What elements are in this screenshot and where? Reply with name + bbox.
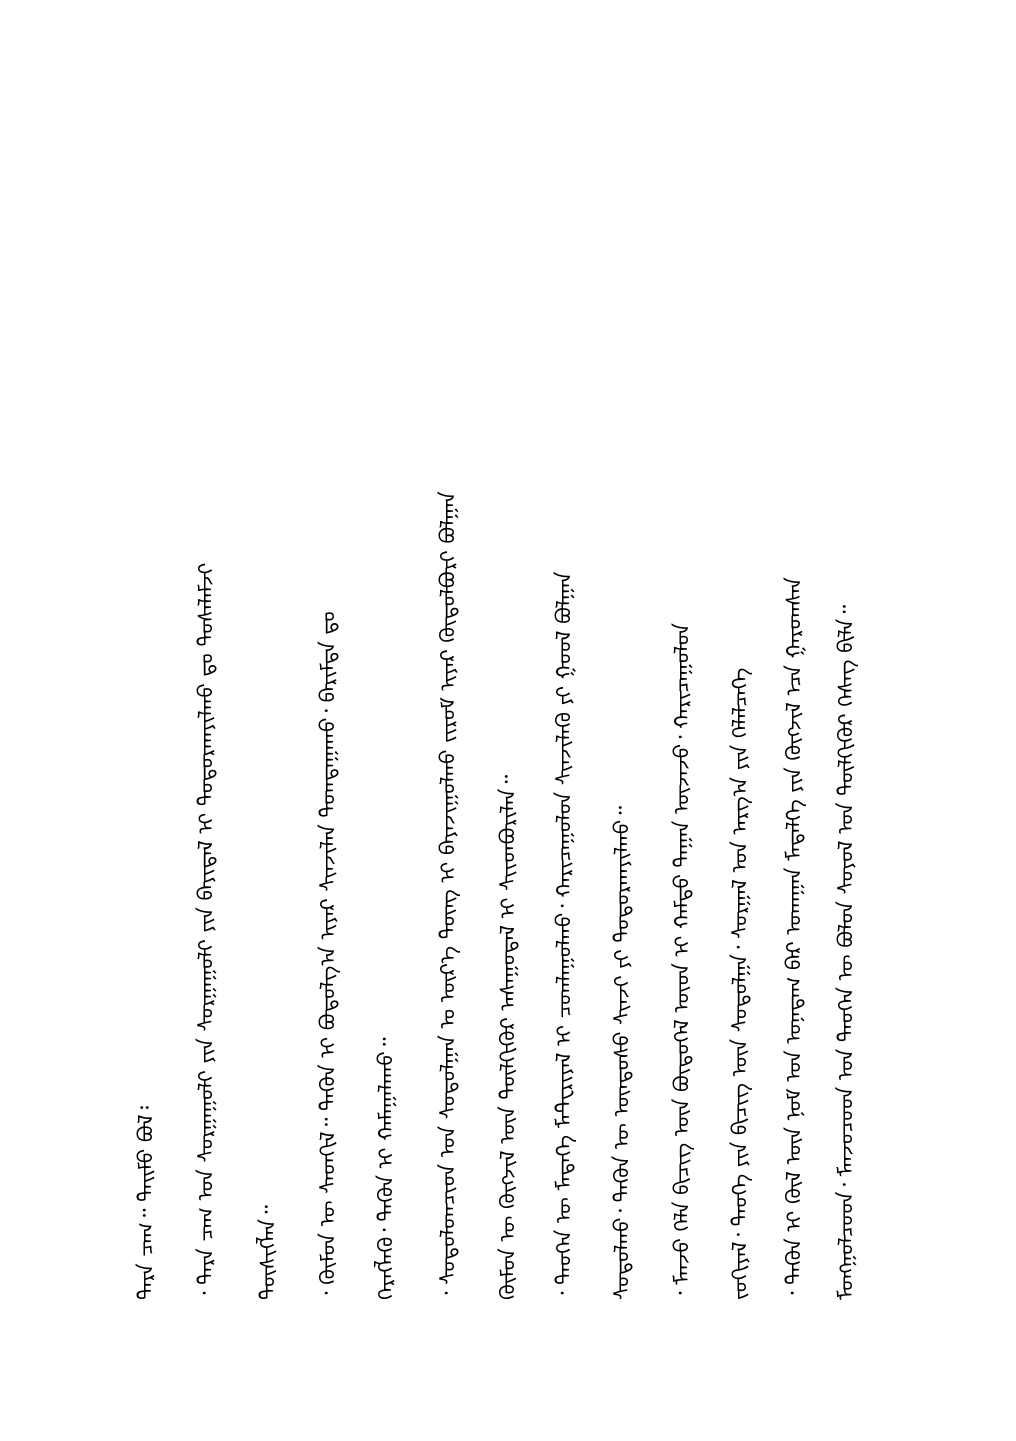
- text-line: ᠂ ᠮᠠᠨᠵᠤ ᠬᠡᠯᠡ ᠪᠢᠴᠢᠭ ᠦᠨ ᠪᠦᠲᠦᠭᠡᠯ ᠦᠳ ᠢ ᠬᠠᠮᠲᠤ ᠳᠠᠭᠠᠨ ᠦᠵᠡᠵᠦ᠂ ᠬᠠᠷᠢᠴᠠᠭᠤᠯᠤᠨ: [670, 623, 694, 1300]
- text-line: ᠬᠦᠮᠦᠨ ᠦ ᠬᠥᠭᠵᠢᠯ ᠦᠨ ᠲᠦᠯᠬᠢᠭᠦᠷ ᠠᠰᠠᠭᠤᠳᠠᠯ ᠢ ᠰᠢᠢᠳᠪᠦᠷᠢᠯᠡᠨ᠃: [496, 774, 520, 1300]
- text-line: ᠂ ᠲᠡᠭᠦᠨ ᠢ ᠬᠥᠯ ᠦᠨ ᠨᠣᠮ ᠣᠨ ᠤᠨᠠᠳᠠᠭ ᠪᠠᠷ ᠤᠬᠠᠭᠠᠨ ᠮᠡᠳᠡᠯᠭᠡ ᠶᠢᠨ ᠬᠥᠭᠵᠢᠯ ᠡᠴᠡ ᠭᠠᠷᠤᠭᠰᠠᠨ: [782, 577, 806, 1300]
- text-line: ᠂ ᠲᠡᠷᠡ ᠴᠠᠭ ᠤᠨ ᠰᠤᠷᠭᠠᠭᠤᠯᠢ ᠶᠢᠨ ᠰᠤᠷᠭᠠᠭᠤᠯᠢ ᠶᠢᠨ ᠪᠠᠶᠢᠳᠠᠯ ᠢ ᠲᠣᠳᠤᠷᠬᠠᠶᠢᠯᠬᠤ ᠳᠤ ᠳᠤᠰᠠᠯᠠᠮᠵᠢ: [194, 562, 218, 1300]
- text-line: ᠲᠦᠰᠢᠭᠯᠡᠨ᠃: [256, 1205, 280, 1300]
- text-line: ᠂ ᠰᠤᠳᠤᠯᠤᠭᠴᠢᠳ ᠤᠨ ᠰᠤᠳᠤᠯᠭᠠᠨ ᠤ ᠦᠷ᠎ᠡ ᠳᠦᠩ ᠢ ᠪᠠᠶᠠᠵᠢᠭᠤᠯᠬᠤ ᠵᠢᠷᠤᠮ ᠢᠶᠡᠷ ᠬᠥᠲᠦᠯᠪᠦᠷᠢ ᠪᠣᠯᠭᠠᠨ: [436, 491, 460, 1300]
- text-line: ᠰᠤᠳᠤᠯᠬᠤ᠂ ᠲᠡᠭᠦᠨ ᠦ ᠦᠨᠳᠦᠰᠦ ᠰᠢᠨᠵᠢ ᠶᠢ ᠲᠣᠳᠤᠷᠬᠠᠶᠢᠯᠬᠤ᠃: [610, 806, 634, 1300]
- text-line: ᠬᠡᠷᠡᠭᠯᠡᠬᠦ᠂ ᠲᠡᠭᠦᠨ ᠢ ᠬᠠᠮᠠᠭᠠᠯᠠᠬᠤ᠃: [374, 1037, 398, 1300]
- text-line: ᠲᠡᠷᠡ ᠴᠠᠭ᠃ ᠲᠡᠢᠮᠦ ᠪᠣᠯ᠄: [134, 1105, 158, 1300]
- text-line: ᠂ ᠬᠦᠮᠦᠨ ᠦ ᠰᠡᠳᠬᠢᠯ᠃ ᠲᠡᠭᠦᠨ ᠢ ᠪᠣᠳᠤᠯᠭ᠎ᠠ ᠢᠶᠡᠷ ᠰᠢᠨᠵᠢᠯᠡᠨ ᠲᠣᠭᠲᠠᠭᠠᠬᠤ᠂ ᠪᠠᠷᠢᠮᠲᠠ ᠳᠤ: [316, 611, 340, 1300]
- text-line: ᠮᠣᠩᠭᠣᠯᠴᠤᠳ᠂ ᠮᠠᠨᠵᠤᠴᠤᠳ ᠤᠨ ᠲᠡᠦᠬᠡᠨ ᠦ ᠪᠣᠯᠤᠨ ᠰᠣᠶᠣᠯ ᠤᠨ ᠲᠦᠯᠬᠢᠭᠦᠷ ᠬᠡᠰᠡᠭ ᠪᠢᠯᠡ᠃: [834, 604, 858, 1300]
- text-line: ᠵᠣᠬᠢᠶᠠᠯ᠂ ᠲᠡᠦᠬᠡ ᠶᠢᠨ ᠪᠢᠴᠢᠭ ᠦᠨ ᠰᠤᠳᠤᠯᠭᠠ᠂ ᠰᠤᠷᠭᠠᠯ ᠤᠨ ᠠᠷᠭ᠎ᠠ ᠶᠢᠨ ᠬᠡᠯᠡᠯᠴᠡᠭᠡ: [728, 667, 752, 1300]
- text-line: ᠂ ᠲᠡᠦᠬᠡᠨ ᠦ ᠮᠡᠳᠡᠭᠡ ᠮᠠᠲᠧᠷᠢᠶᠠᠯ ᠢ ᠴᠤᠭᠯᠠᠭᠤᠯᠬᠤ᠂ ᠬᠠᠷᠢᠴᠠᠭᠤᠯᠤᠨ ᠰᠢᠨᠵᠢᠯᠡᠬᠦ ᠶᠢ ᠭᠣᠣᠯ ᠪᠣᠯᠭᠠᠨ: [552, 571, 576, 1300]
